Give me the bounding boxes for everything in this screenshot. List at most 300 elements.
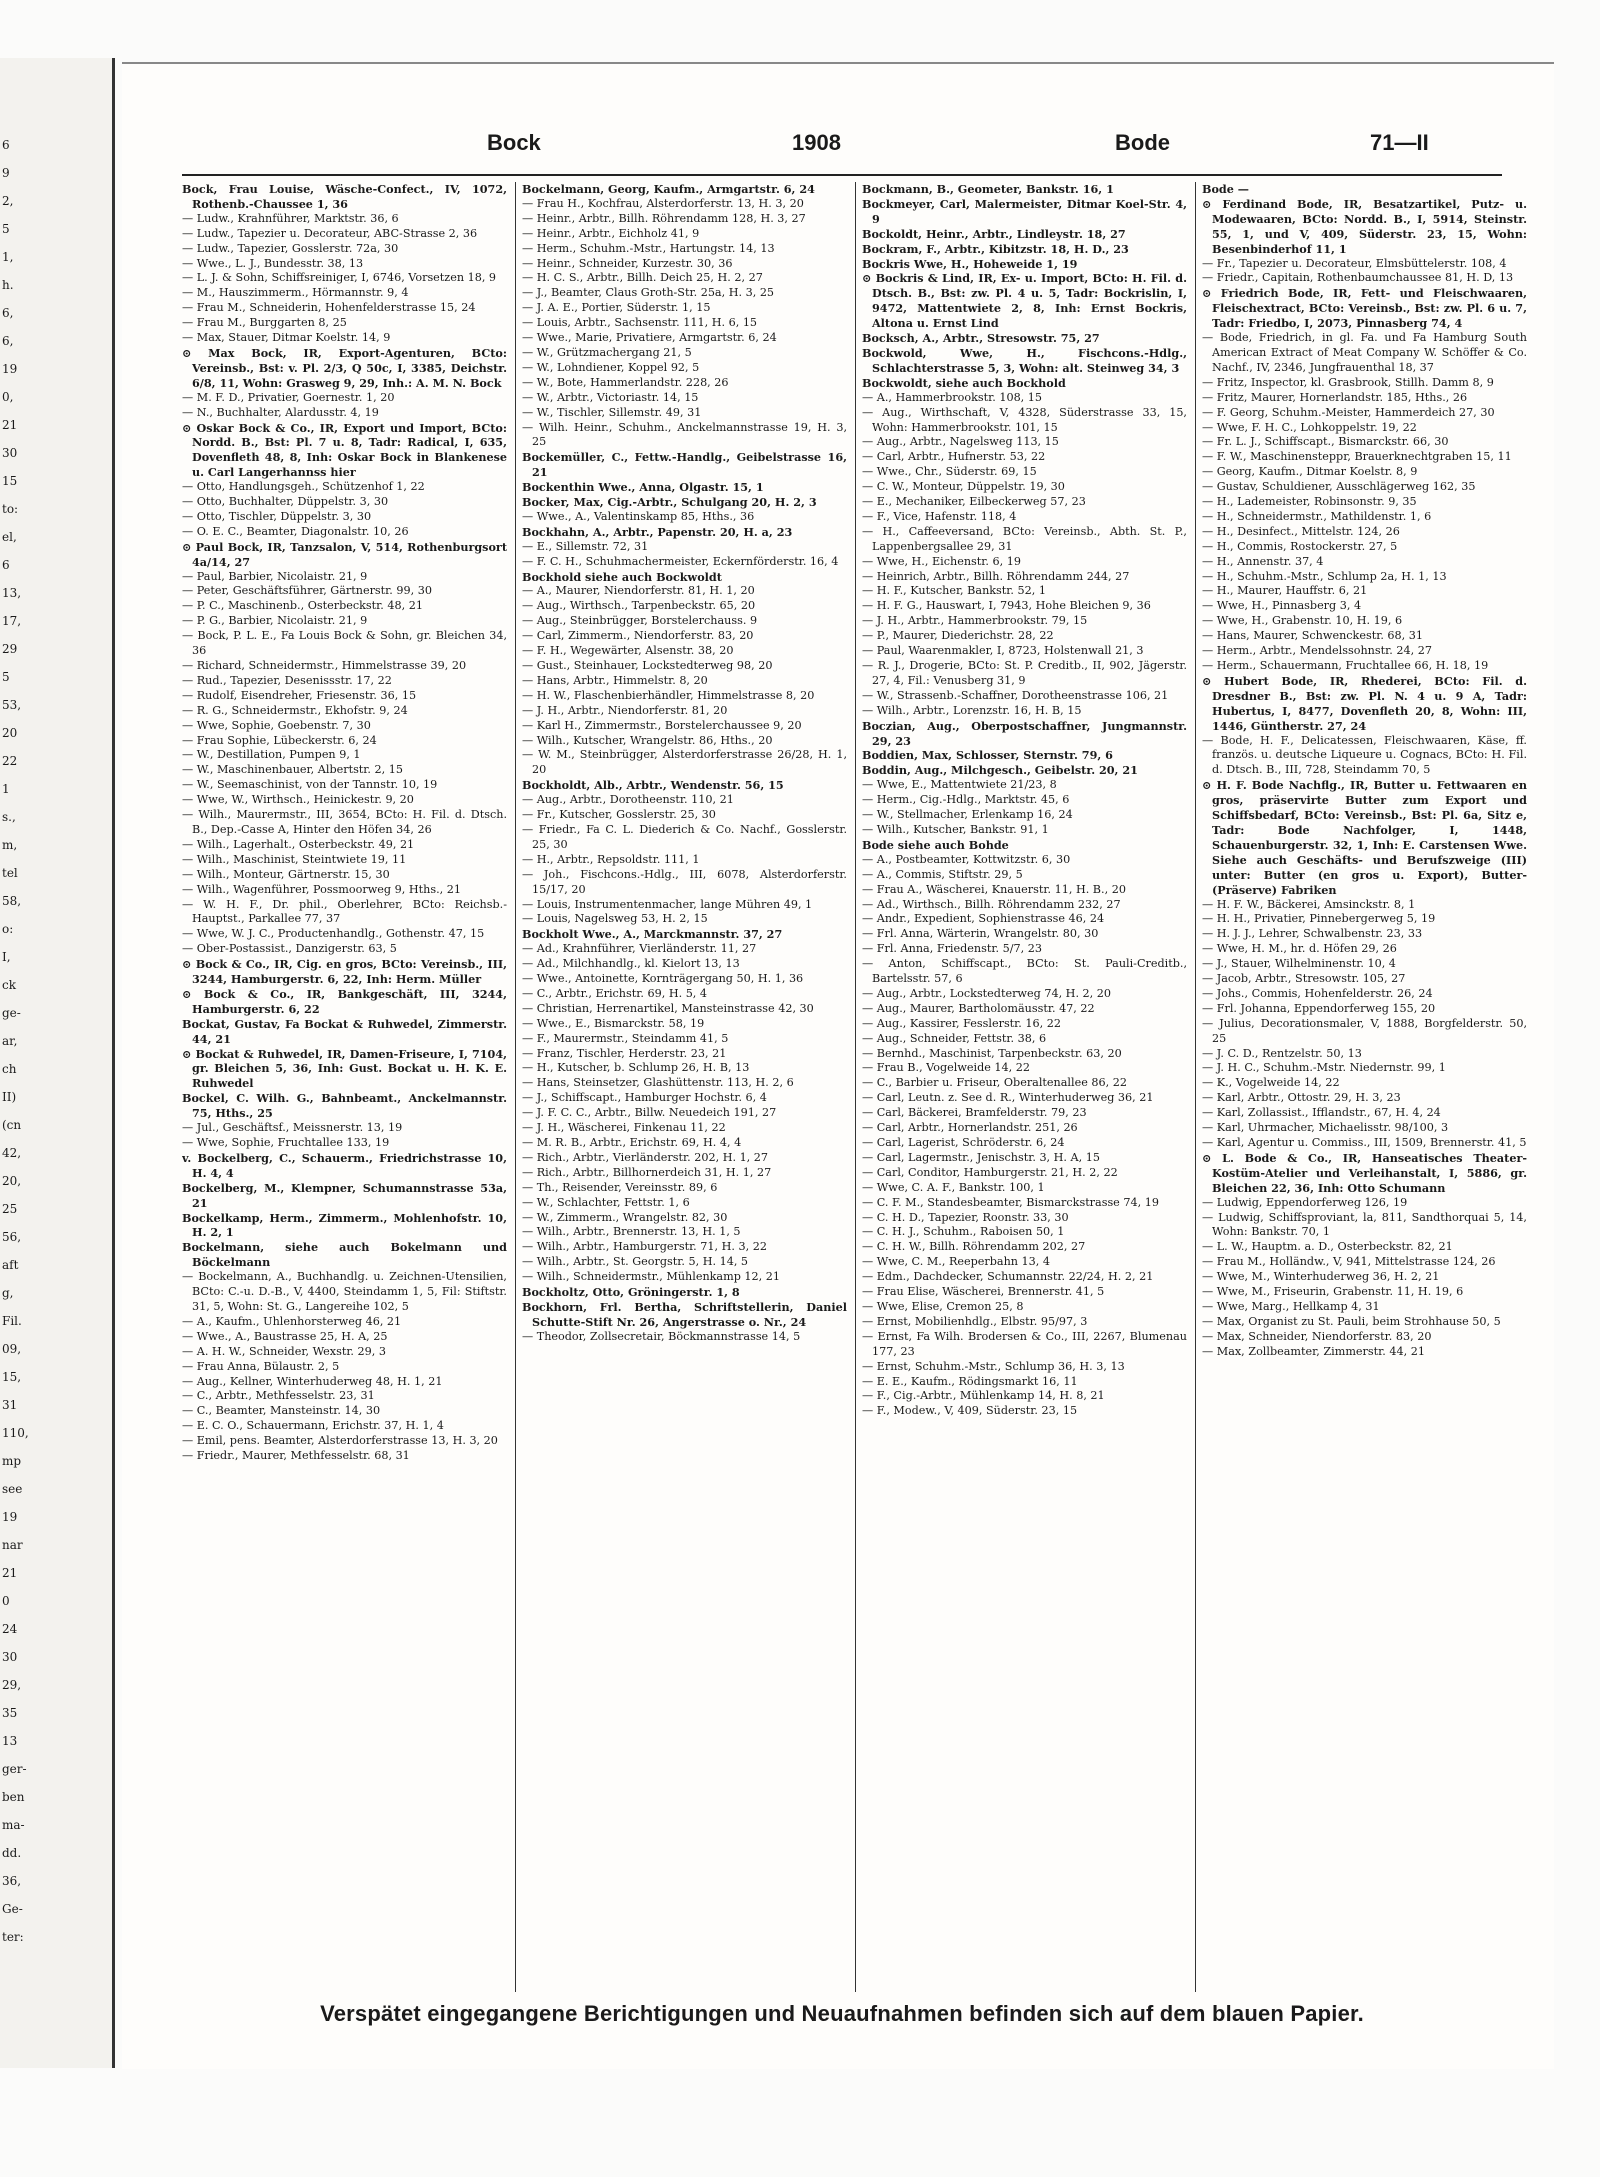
directory-entry: — W., Maschinenbauer, Albertstr. 2, 15 — [182, 763, 404, 777]
margin-fragment: s., — [2, 810, 16, 824]
margin-fragment: 56, — [2, 1230, 22, 1244]
margin-fragment: 5 — [2, 222, 10, 236]
directory-entry: — W., Lohndiener, Koppel 92, 5 — [522, 360, 700, 374]
margin-fragment: tel — [2, 866, 18, 880]
margin-fragment: 30 — [2, 446, 18, 460]
directory-entry: — W., Stellmacher, Erlenkamp 16, 24 — [862, 808, 1073, 822]
margin-fragment: 21 — [2, 1566, 18, 1580]
directory-entry: — A., Commis, Stiftstr. 29, 5 — [862, 867, 1023, 881]
margin-fragment: g, — [2, 1286, 14, 1300]
directory-entry: — Herm., Schauermann, Fruchtallee 66, H. 18, 19 — [1202, 659, 1489, 672]
directory-entry: Bock, Frau Louise, Wäsche-Confect., IV, 1072, Rothenb.-Chaussee 1, 36 — [182, 182, 507, 211]
directory-entry: — E. C. O., Schauermann, Erichstr. 37, H. 1, 4 — [182, 1419, 444, 1433]
directory-entry: — C. F. M., Standesbeamter, Bismarckstrasse 74, 19 — [862, 1195, 1159, 1209]
margin-fragment: dd. — [2, 1846, 22, 1860]
directory-entry: — Herm., Arbtr., Mendelssohnstr. 24, 27 — [1202, 644, 1432, 658]
directory-entry: — P., Maurer, Diederichstr. 28, 22 — [862, 629, 1054, 643]
directory-entry: — Peter, Geschäftsführer, Gärtnerstr. 99, 30 — [182, 584, 432, 598]
directory-entry: — Max, Stauer, Ditmar Koelstr. 14, 9 — [182, 331, 391, 345]
directory-entry: — Aug., Arbtr., Nagelsweg 113, 15 — [862, 435, 1059, 449]
directory-entry: — Bernhd., Maschinist, Tarpenbeckstr. 63, 20 — [862, 1046, 1122, 1060]
margin-fragment: mp — [2, 1454, 22, 1468]
directory-entry: — W., Bote, Hammerlandstr. 228, 26 — [522, 375, 729, 389]
directory-entry: — Ludw., Tapezier, Gosslerstr. 72a, 30 — [182, 241, 399, 255]
margin-fragment: see — [2, 1482, 23, 1496]
directory-entry: Bockhahn, A., Arbtr., Papenstr. 20, H. a, 23 — [522, 524, 793, 539]
directory-entry: — W. M., Steinbrügger, Alsterdorferstrasse 26/28, H. 1, 20 — [522, 748, 847, 777]
directory-entry: — Carl, Zimmerm., Niendorferstr. 83, 20 — [522, 629, 754, 643]
directory-entry: — F., Maurermstr., Steindamm 41, 5 — [522, 1031, 729, 1045]
directory-entry: — Friedr., Capitain, Rothenbaumchaussee 81, H. D, 13 — [1202, 271, 1514, 285]
directory-entry: — Wilh., Kutscher, Bankstr. 91, 1 — [862, 822, 1049, 836]
directory-entry: — Karl H., Zimmermstr., Borstelerchaussee 9, 20 — [522, 718, 802, 732]
directory-entry: — Aug., Kassirer, Fesslerstr. 16, 22 — [862, 1016, 1061, 1030]
directory-entry: — Otto, Tischler, Düppelstr. 3, 30 — [182, 509, 372, 523]
directory-entry: ⊙ Ferdinand Bode, IR, Besatzartikel, Putz- u. Modewaaren, BCto: Nordd. B., I, 5914, Steinstr. 55, 1, und V, 409, Süderstr. 23, 15, Wohn: Besenbinderhof 11, 1 — [1202, 196, 1527, 256]
directory-entry: Bockelmann, Georg, Kaufm., Armgartstr. 6, 24 — [522, 182, 815, 196]
directory-entry: — Ober-Postassist., Danzigerstr. 63, 5 — [182, 942, 397, 956]
margin-fragment: 0, — [2, 390, 14, 404]
directory-entry: — J., Schiffscapt., Hamburger Hochstr. 6, 4 — [522, 1091, 767, 1105]
directory-entry: — Rich., Arbtr., Vierländerstr. 202, H. 1, 27 — [522, 1150, 769, 1164]
directory-entry: — W. H. F., Dr. phil., Oberlehrer, BCto: Reichsb.-Hauptst., Parkallee 77, 37 — [182, 897, 507, 926]
directory-entry: — W., Seemaschinist, von der Tannstr. 10, 19 — [182, 778, 438, 792]
directory-entry: — F. W., Maschinensteppr, Brauerknechtgraben 15, 11 — [1202, 450, 1512, 464]
directory-entry: — Richard, Schneidermstr., Himmelstrasse 39, 20 — [182, 659, 467, 672]
directory-entry: — Aug., Schneider, Fettstr. 38, 6 — [862, 1031, 1047, 1045]
directory-entry: — Frau H., Kochfrau, Alsterdorferstr. 13, H. 3, 20 — [522, 196, 804, 210]
directory-entry: — H. F. G., Hauswart, I, 7943, Hohe Bleichen 9, 36 — [862, 599, 1151, 613]
directory-entry: — L. J. & Sohn, Schiffsreiniger, I, 6746, Vorsetzen 18, 9 — [182, 271, 497, 285]
directory-entry: — J. A. E., Portier, Süderstr. 1, 15 — [522, 301, 711, 315]
margin-fragment: 21 — [2, 418, 18, 432]
directory-entry: — H., Schneidermstr., Mathildenstr. 1, 6 — [1202, 509, 1432, 523]
directory-entry: — W., Grützmachergang 21, 5 — [522, 345, 692, 359]
directory-entry: — M., Hauszimmerm., Hörmannstr. 9, 4 — [182, 286, 409, 300]
margin-fragment: 9 — [2, 166, 10, 180]
directory-entry: — Jacob, Arbtr., Stresowstr. 105, 27 — [1202, 972, 1406, 986]
directory-entry: — Christian, Herrenartikel, Mansteinstrasse 42, 30 — [522, 1001, 814, 1015]
directory-entry: — Wwe, C. M., Reeperbahn 13, 4 — [862, 1255, 1051, 1269]
directory-entry: — L. W., Hauptm. a. D., Osterbeckstr. 82, 21 — [1202, 1240, 1453, 1254]
directory-entry: — A., Kaufm., Uhlenhorsterweg 46, 21 — [182, 1314, 402, 1328]
directory-entry: — Fr., Tapezier u. Decorateur, Elmsbüttelerstr. 108, 4 — [1202, 256, 1507, 270]
directory-entry: ⊙ Friedrich Bode, IR, Fett- und Fleischwaaren, Fleischextract, BCto: Vereinsb., Bst: zw. Pl. 6 u. 7, Tadr: Friedbo, I, 2073, Pinnasberg 74, 4 — [1202, 286, 1527, 331]
directory-entry: — Wilh., Arbtr., St. Georgstr. 5, H. 14, 5 — [522, 1255, 749, 1269]
directory-entry: — Wwe, W. J. C., Productenhandlg., Gothenstr. 47, 15 — [182, 927, 485, 941]
directory-entry: — Carl, Leutn. z. See d. R., Winterhuderweg 36, 21 — [862, 1091, 1154, 1105]
directory-entry: — F., Modew., V, 409, Süderstr. 23, 15 — [862, 1404, 1078, 1418]
directory-entry: ⊙ Hubert Bode, IR, Rhederei, BCto: Fil. d. Dresdner B., Bst: zw. Pl. N. 4 u. 9 A, Tadr: Hubertus, I, 8477, Dovenfleth 20, 8, Wohn: III, 1446, Güntherstr. 27, 24 — [1202, 673, 1527, 733]
margin-fragment: 35 — [2, 1706, 18, 1720]
directory-entry: — A. H. W., Schneider, Wexstr. 29, 3 — [182, 1344, 387, 1358]
directory-entry: — Karl, Agentur u. Commiss., III, 1509, Brennerstr. 41, 5 — [1202, 1136, 1527, 1149]
directory-entry: — H. H., Privatier, Pinnebergerweg 5, 19 — [1202, 912, 1436, 926]
margin-fragment: ch — [2, 1062, 17, 1076]
directory-entry: — F. C. H., Schuhmachermeister, Eckernförderstr. 16, 4 — [522, 554, 839, 568]
column-2 — [522, 182, 847, 1982]
margin-fragment: 5 — [2, 670, 10, 684]
directory-entry: — Ad., Milchhandlg., kl. Kielort 13, 13 — [522, 957, 740, 971]
directory-entry: — Aug., Kellner, Winterhuderweg 48, H. 1, 21 — [182, 1374, 443, 1388]
directory-entry: Bockmann, B., Geometer, Bankstr. 16, 1 — [862, 182, 1114, 196]
directory-entry: — Wwe., Antoinette, Kornträgergang 50, H. 1, 36 — [522, 972, 804, 986]
column-3 — [862, 182, 1187, 1982]
directory-entry: Bocksch, A., Arbtr., Stresowstr. 75, 27 — [862, 331, 1100, 346]
directory-entry: — Ludwig, Eppendorferweg 126, 19 — [1202, 1195, 1408, 1209]
directory-entry: — Fritz, Maurer, Hornerlandstr. 185, Hths., 26 — [1202, 390, 1468, 404]
directory-entry: — J., Beamter, Claus Groth-Str. 25a, H. 3, 25 — [522, 286, 775, 300]
directory-entry: — W., Zimmerm., Wrangelstr. 82, 30 — [522, 1210, 728, 1224]
directory-entry: — Karl, Arbtr., Ottostr. 29, H. 3, 23 — [1202, 1091, 1401, 1105]
directory-entry: — Wwe, H. M., hr. d. Höfen 29, 26 — [1202, 942, 1397, 956]
directory-entry: — Louis, Arbtr., Sachsenstr. 111, H. 6, 15 — [522, 316, 758, 330]
directory-entry: — Julius, Decorationsmaler, V, 1888, Borgfelderstr. 50, 25 — [1202, 1016, 1527, 1045]
directory-entry: ⊙ Bockris & Lind, IR, Ex- u. Import, BCto: H. Fil. d. Dtsch. B., Bst: zw. Pl. 4 u. 5, Tadr: Bockrislin, I, 9472, Mattentwiete 2, 8, Inh: Ernst Bockris, Altona u. Ernst Lind — [862, 271, 1187, 331]
directory-entry: — Andr., Expedient, Sophienstrasse 46, 24 — [862, 912, 1105, 926]
directory-entry: Bockenthin Wwe., Anna, Olgastr. 15, 1 — [522, 480, 764, 495]
directory-entry: — H. F., Kutscher, Bankstr. 52, 1 — [862, 584, 1046, 598]
directory-entry: — Wilh., Lagerhalt., Osterbeckstr. 49, 21 — [182, 837, 415, 851]
directory-entry: — Aug., Steinbrügger, Borstelerchauss. 9 — [522, 614, 758, 628]
directory-entry: Bockhold siehe auch Bockwoldt — [522, 569, 722, 584]
directory-entry: — Karl, Uhrmacher, Michaelisstr. 98/100, 3 — [1202, 1121, 1449, 1135]
directory-entry: — W., Destillation, Pumpen 9, 1 — [182, 748, 361, 762]
directory-entry: — Bode, H. F., Delicatessen, Fleischwaaren, Käse, ff. französ. u. deutsche Liqueure u. Cognacs, BCto: H. Fil. d. Dtsch. B., III, 728, Steindamm 70, 5 — [1202, 733, 1527, 777]
margin-fragment: ter: — [2, 1930, 24, 1944]
directory-entry: — Frl. Anna, Friedenstr. 5/7, 23 — [862, 942, 1042, 956]
margin-fragment: ar, — [2, 1034, 18, 1048]
directory-entry: — Wwe, Elise, Cremon 25, 8 — [862, 1299, 1024, 1313]
directory-entry: — Ad., Wirthsch., Billh. Röhrendamm 232, 27 — [862, 897, 1121, 911]
directory-entry: — Otto, Handlungsgeh., Schützenhof 1, 22 — [182, 480, 425, 494]
directory-entry: — Ernst, Mobilienhdlg., Elbstr. 95/97, 3 — [862, 1314, 1088, 1328]
directory-entry: — Heinr., Arbtr., Billh. Röhrendamm 128, H. 3, 27 — [522, 211, 806, 225]
directory-entry: ⊙ Max Bock, IR, Export-Agenturen, BCto: Vereinsb., Bst: v. Pl. 2/3, Q 50c, I, 3385, Deichstr. 6/8, 11, Wohn: Grasweg 9, 29, Inh.: A. M. N. Bock — [182, 345, 507, 390]
directory-entry: — Hans, Steinsetzer, Glashüttenstr. 113, H. 2, 6 — [522, 1076, 794, 1090]
directory-entry: — Franz, Tischler, Herderstr. 23, 21 — [522, 1046, 727, 1060]
margin-fragment: 25 — [2, 1202, 18, 1216]
directory-entry: — H., Annenstr. 37, 4 — [1202, 554, 1324, 568]
directory-entry: — H., Arbtr., Repsoldstr. 111, 1 — [522, 852, 700, 866]
directory-entry: — Wwe, M., Friseurin, Grabenstr. 11, H. 19, 6 — [1202, 1285, 1464, 1299]
margin-fragment: el, — [2, 530, 17, 544]
directory-entry: — Johs., Commis, Hohenfelderstr. 26, 24 — [1202, 986, 1433, 1000]
directory-entry: — Frau M., Burggarten 8, 25 — [182, 316, 347, 330]
directory-entry: — Aug., Maurer, Bartholomäusstr. 47, 22 — [862, 1001, 1095, 1015]
directory-entry: — Aug., Wirthschaft, V, 4328, Süderstrasse 33, 15, Wohn: Hammerbrookstr. 101, 15 — [862, 405, 1187, 434]
margin-fragment: 6 — [2, 138, 10, 152]
directory-entry: — J. C. D., Rentzelstr. 50, 13 — [1202, 1046, 1362, 1060]
directory-entry: — Herm., Schuhm.-Mstr., Hartungstr. 14, 13 — [522, 241, 775, 255]
margin-fragment: to: — [2, 502, 19, 516]
directory-entry: — Herm., Cig.-Hdlg., Marktstr. 45, 6 — [862, 793, 1070, 807]
directory-entry: Bockoldt, Heinr., Arbtr., Lindleystr. 18, 27 — [862, 226, 1126, 241]
directory-entry: — J. H. C., Schuhm.-Mstr. Niedernstr. 99, 1 — [1202, 1061, 1446, 1075]
column-divider — [1195, 182, 1196, 1992]
directory-entry: — F. Georg, Schuhm.-Meister, Hammerdeich 27, 30 — [1202, 405, 1495, 419]
directory-entry: — Georg, Kaufm., Ditmar Koelstr. 8, 9 — [1202, 465, 1418, 479]
directory-entry: — Wilh., Wagenführer, Possmoorweg 9, Hths., 21 — [182, 882, 461, 896]
directory-page — [122, 62, 1554, 2069]
adjacent-page-edge — [0, 58, 115, 2068]
directory-entry: Bockwold, Wwe, H., Fischcons.-Hdlg., Schlachterstrasse 5, 3, Wohn: alt. Steinweg 34, 3 — [862, 345, 1187, 375]
column-divider — [515, 182, 516, 1992]
directory-entry: — Wilh., Maurermstr., III, 3654, BCto: H. Fil. d. Dtsch. B., Dep.-Casse A, Hinter den Höfen 34, 26 — [182, 808, 507, 836]
directory-entry: — Frau A., Wäscherei, Knauerstr. 11, H. B., 20 — [862, 882, 1126, 896]
directory-entry: — Ludwig, Schiffsproviant, la, 811, Sandthorquai 5, 14, Wohn: Bankstr. 70, 1 — [1202, 1210, 1527, 1239]
margin-fragment: 36, — [2, 1874, 22, 1888]
directory-entry: Bockelmann, siehe auch Bokelmann und Böckelmann — [182, 1240, 507, 1270]
directory-entry: Bockemüller, C., Fettw.-Handlg., Geibelstrasse 16, 21 — [522, 450, 847, 480]
directory-entry: — Ludw., Krahnführer, Marktstr. 36, 6 — [182, 211, 399, 225]
margin-fragment: 19 — [2, 362, 18, 376]
directory-entry: — Wilh., Maschinist, Steintwiete 19, 11 — [182, 852, 407, 866]
directory-entry: — Paul, Waarenmakler, I, 8723, Holstenwall 21, 3 — [862, 644, 1144, 658]
directory-entry: — R. J., Drogerie, BCto: St. P. Creditb., II, 902, Jägerstr. 27, 4, Fil.: Venusberg 31, 9 — [862, 659, 1187, 687]
margin-fragment: 58, — [2, 894, 22, 908]
directory-entry: — Gustav, Schuldiener, Ausschlägerweg 162, 35 — [1202, 480, 1476, 494]
directory-entry: — Carl, Bäckerei, Bramfelderstr. 79, 23 — [862, 1106, 1087, 1120]
directory-entry: — N., Buchhalter, Alardusstr. 4, 19 — [182, 405, 379, 419]
margin-fragment: ge- — [2, 1006, 21, 1020]
directory-entry: Bode siehe auch Bohde — [862, 837, 1009, 852]
directory-entry: — J. H., Arbtr., Niendorferstr. 81, 20 — [522, 703, 728, 717]
directory-entry: Bockholdt, Alb., Arbtr., Wendenstr. 56, 15 — [522, 778, 784, 793]
directory-entry: — Wwe, H., Eichenstr. 6, 19 — [862, 554, 1021, 568]
directory-entry: — Th., Reisender, Vereinsstr. 89, 6 — [522, 1180, 718, 1194]
header-right-keyword: Bode — [1115, 130, 1170, 155]
directory-entry: — F. H., Wegewärter, Alsenstr. 38, 20 — [522, 644, 734, 658]
directory-entry: — C. H. D., Tapezier, Roonstr. 33, 30 — [862, 1210, 1069, 1224]
margin-fragment: 15 — [2, 474, 18, 488]
directory-entry: Bockel, C. Wilh. G., Bahnbeamt., Anckelmannstr. 75, Hths., 25 — [182, 1091, 507, 1121]
margin-fragment: 6 — [2, 558, 10, 572]
directory-entry: — Wwe, C. A. F., Bankstr. 100, 1 — [862, 1180, 1045, 1194]
directory-entry: — Rich., Arbtr., Billhornerdeich 31, H. 1, 27 — [522, 1165, 772, 1179]
directory-entry: ⊙ Bock & Co., IR, Bankgeschäft, III, 3244, Hamburgerstr. 6, 22 — [182, 986, 507, 1016]
directory-entry: — Wwe, Sophie, Fruchtallee 133, 19 — [182, 1136, 390, 1149]
margin-fragment: aft — [2, 1258, 19, 1272]
directory-entry: — O. E. C., Beamter, Diagonalstr. 10, 26 — [182, 524, 409, 538]
directory-entry: Boddin, Aug., Milchgesch., Geibelstr. 20, 21 — [862, 763, 1138, 778]
directory-entry: — Wilh., Kutscher, Wrangelstr. 86, Hths., 20 — [522, 733, 773, 747]
directory-entry: — J. H., Wäscherei, Finkenau 11, 22 — [522, 1121, 726, 1135]
directory-entry: — Wilh., Arbtr., Brennerstr. 13, H. 1, 5 — [522, 1225, 741, 1239]
directory-entry: — Max, Organist zu St. Pauli, beim Strohhause 50, 5 — [1202, 1314, 1501, 1328]
directory-entry: — H. F. W., Bäckerei, Amsinckstr. 8, 1 — [1202, 897, 1416, 911]
directory-entry: — Frl. Anna, Wärterin, Wrangelstr. 80, 30 — [862, 927, 1099, 941]
directory-entry: ⊙ Oskar Bock & Co., IR, Export und Import, BCto: Nordd. B., Bst: Pl. 7 u. 8, Tadr: Radical, I, 635, Dovenfleth 48, 8, Inh: Oskar Bock in Blankenese u. Carl Langerhannss hier — [182, 420, 507, 480]
margin-fragment: II) — [2, 1090, 17, 1104]
directory-entry: — Ernst, Schuhm.-Mstr., Schlump 36, H. 3, 13 — [862, 1359, 1125, 1373]
directory-entry: — Frau Sophie, Lübeckerstr. 6, 24 — [182, 733, 377, 747]
directory-entry: — C., Arbtr., Erichstr. 69, H. 5, 4 — [522, 986, 708, 1000]
directory-entry: — Wwe, H., Pinnasberg 3, 4 — [1202, 599, 1362, 613]
directory-entry: — Edm., Dachdecker, Schumannstr. 22/24, H. 2, 21 — [862, 1270, 1154, 1284]
directory-entry: — A., Hammerbrookstr. 108, 15 — [862, 390, 1043, 404]
directory-entry: Bockholt Wwe., A., Marckmannstr. 37, 27 — [522, 927, 783, 942]
directory-entry: — Fr., Kutscher, Gosslerstr. 25, 30 — [522, 808, 716, 822]
directory-entry: — Aug., Wirthsch., Tarpenbeckstr. 65, 20 — [522, 599, 756, 613]
margin-fragment: m, — [2, 838, 18, 852]
directory-entry: — Wilh., Arbtr., Hamburgerstr. 71, H. 3, 22 — [522, 1240, 767, 1254]
margin-fragment: 30 — [2, 1650, 18, 1664]
margin-fragment: 22 — [2, 754, 18, 768]
directory-entry: — Louis, Instrumentenmacher, lange Mühren 49, 1 — [522, 897, 813, 911]
directory-entry: — Rud., Tapezier, Desenissstr. 17, 22 — [182, 673, 392, 687]
directory-entry: — E. E., Kaufm., Rödingsmarkt 16, 11 — [862, 1374, 1078, 1388]
directory-entry: ⊙ H. F. Bode Nachflg., IR, Butter u. Fettwaaren en gros, präservirte Butter zum Export und Schiffsbedarf, BCto: Vereinsb., Bst: Pl. 6a, Sitz e, Tadr: Bode Nachfolger, I, 1448, Schauenburgerstr. 32, 1, Inh: E. Carstensen Wwe. Siehe auch Geschäfts- und Berufszweige (III) unter: Butter (en gros u. Export), Butter- (Präserve) Fabriken — [1202, 778, 1527, 897]
directory-entry: — Ad., Krahnführer, Vierländerstr. 11, 27 — [522, 942, 757, 956]
directory-entry: Bockmeyer, Carl, Malermeister, Ditmar Koel-Str. 4, 9 — [862, 196, 1187, 226]
directory-entry: — Max, Schneider, Niendorferstr. 83, 20 — [1202, 1329, 1432, 1343]
margin-fragment: nar — [2, 1538, 23, 1552]
directory-entry: — Wwe, F. H. C., Lohkoppelstr. 19, 22 — [1202, 420, 1417, 434]
margin-fragment: 19 — [2, 1510, 18, 1524]
directory-entry: — Theodor, Zollsecretair, Böckmannstrasse 14, 5 — [522, 1329, 801, 1343]
directory-entry: — Wwe., A., Valentinskamp 85, Hths., 36 — [522, 509, 755, 523]
directory-entry: — A., Maurer, Niendorferstr. 81, H. 1, 20 — [522, 584, 755, 598]
directory-entry: Boczian, Aug., Oberpostschaffner, Jungmannstr. 29, 23 — [862, 718, 1187, 748]
directory-entry: — Paul, Barbier, Nicolaistr. 21, 9 — [182, 569, 368, 583]
margin-fragment: 24 — [2, 1622, 18, 1636]
directory-entry: — C., Arbtr., Methfesselstr. 23, 31 — [182, 1389, 375, 1403]
directory-entry: — Wwe., L. J., Bundesstr. 38, 13 — [182, 256, 364, 270]
directory-entry: ⊙ Paul Bock, IR, Tanzsalon, V, 514, Rothenburgsort 4a/14, 27 — [182, 539, 507, 569]
directory-entry: — Frl. Johanna, Eppendorferweg 155, 20 — [1202, 1001, 1436, 1015]
directory-entry: — Rudolf, Eisendreher, Friesenstr. 36, 15 — [182, 688, 417, 702]
directory-entry: v. Bockelberg, C., Schauerm., Friedrichstrasse 10, H. 4, 4 — [182, 1150, 507, 1180]
directory-entry: — Fr. L. J., Schiffscapt., Bismarckstr. 66, 30 — [1202, 435, 1449, 449]
directory-entry: — M. F. D., Privatier, Goernestr. 1, 20 — [182, 390, 395, 404]
directory-entry: — Frau Elise, Wäscherei, Brennerstr. 41, 5 — [862, 1285, 1105, 1299]
directory-entry: — H., Desinfect., Mittelstr. 124, 26 — [1202, 524, 1400, 538]
directory-entry: — F., Cig.-Arbtr., Mühlenkamp 14, H. 8, 21 — [862, 1389, 1105, 1403]
directory-entry: — Ernst, Fa Wilh. Brodersen & Co., III, 2267, Blumenau 177, 23 — [862, 1329, 1187, 1358]
directory-entry: — Wwe, W., Wirthsch., Heinickestr. 9, 20 — [182, 793, 414, 807]
directory-entry: — E., Mechaniker, Eilbeckerweg 57, 23 — [862, 495, 1086, 509]
footer-notice: Verspätet eingegangene Berichtigungen und Neuaufnahmen befinden sich auf dem blauen Papier. — [320, 2001, 1364, 2026]
directory-entry: — A., Postbeamter, Kottwitzstr. 6, 30 — [862, 852, 1071, 866]
directory-entry: — Carl, Arbtr., Hornerlandstr. 251, 26 — [862, 1121, 1078, 1135]
directory-entry: — Friedr., Maurer, Methfesselstr. 68, 31 — [182, 1449, 410, 1463]
directory-entry: — H. J. J., Lehrer, Schwalbenstr. 23, 33 — [1202, 927, 1423, 941]
directory-entry: — M. R. B., Arbtr., Erichstr. 69, H. 4, 4 — [522, 1136, 742, 1149]
directory-entry: — Carl, Arbtr., Hufnerstr. 53, 22 — [862, 450, 1046, 464]
directory-entry: ⊙ Bockat & Ruhwedel, IR, Damen-Friseure, I, 7104, gr. Bleichen 5, 36, Inh: Gust. Bockat u. H. K. E. Ruhwedel — [182, 1046, 507, 1091]
margin-fragment: ma- — [2, 1818, 25, 1832]
page-header — [122, 130, 1554, 170]
margin-fragment: 6, — [2, 334, 14, 348]
directory-entry: — Wwe, Sophie, Goebenstr. 7, 30 — [182, 718, 371, 732]
directory-entry: — Emil, pens. Beamter, Alsterdorferstrasse 13, H. 3, 20 — [182, 1434, 498, 1448]
directory-entry: — P. C., Maschinenb., Osterbeckstr. 48, 21 — [182, 599, 423, 613]
directory-entry: — Max, Zollbeamter, Zimmerstr. 44, 21 — [1202, 1344, 1425, 1358]
margin-fragment: 53, — [2, 698, 22, 712]
directory-entry: — H., Lademeister, Robinsonstr. 9, 35 — [1202, 495, 1417, 509]
margin-fragment: o: — [2, 922, 14, 936]
margin-fragment: 15, — [2, 1370, 22, 1384]
directory-entry: — Wwe., A., Baustrasse 25, H. A, 25 — [182, 1329, 388, 1343]
directory-entry: — Karl, Zollassist., Ifflandstr., 67, H. 4, 24 — [1202, 1106, 1441, 1120]
margin-fragment: 20, — [2, 1174, 22, 1188]
directory-entry: — C., Beamter, Mansteinstr. 14, 30 — [182, 1404, 381, 1418]
margin-fragment: I, — [2, 950, 11, 964]
directory-entry: Bode — — [1202, 182, 1249, 196]
directory-entry: — Carl, Lagerist, Schröderstr. 6, 24 — [862, 1136, 1065, 1149]
directory-entry: ⊙ L. Bode & Co., IR, Hanseatisches Theater-Kostüm-Atelier und Verleihanstalt, I, 5886, gr. Bleichen 22, 36, Inh: Otto Schumann — [1202, 1150, 1527, 1195]
margin-fragment: 1, — [2, 250, 14, 264]
margin-fragment: 1 — [2, 782, 10, 796]
margin-fragment: 2, — [2, 194, 14, 208]
margin-fragment: 17, — [2, 614, 22, 628]
directory-entry: — Heinr., Schneider, Kurzestr. 30, 36 — [522, 256, 733, 270]
directory-entry: — Bock, P. L. E., Fa Louis Bock & Sohn, gr. Bleichen 34, 36 — [182, 629, 507, 658]
directory-entry: Boddien, Max, Schlosser, Sternstr. 79, 6 — [862, 748, 1113, 763]
header-year: 1908 — [792, 130, 841, 155]
directory-entry: — Jul., Geschäftsf., Meissnerstr. 13, 19 — [182, 1121, 403, 1135]
margin-fragment: 13 — [2, 1734, 18, 1748]
directory-entry: — Carl, Conditor, Hamburgerstr. 21, H. 2, 22 — [862, 1165, 1118, 1179]
margin-fragment: 6, — [2, 306, 14, 320]
directory-entry: Bockram, F., Arbtr., Kibitzstr. 18, H. D., 23 — [862, 241, 1129, 256]
directory-entry: — F., Vice, Hafenstr. 118, 4 — [862, 509, 1017, 523]
directory-entry: — Fritz, Inspector, kl. Grasbrook, Stillh. Damm 8, 9 — [1202, 375, 1494, 389]
margin-fragment: 0 — [2, 1594, 10, 1608]
directory-entry: — Ludw., Tapezier u. Decorateur, ABC-Strasse 2, 36 — [182, 226, 478, 240]
directory-entry: — H. C. S., Arbtr., Billh. Deich 25, H. 2, 27 — [522, 271, 763, 285]
column-divider — [855, 182, 856, 1992]
directory-entry: — Aug., Arbtr., Dorotheenstr. 110, 21 — [522, 793, 734, 807]
directory-entry: — Frau M., Schneiderin, Hohenfelderstrasse 15, 24 — [182, 301, 476, 315]
directory-entry: Bockhorn, Frl. Bertha, Schriftstellerin, Daniel Schutte-Stift Nr. 26, Angerstrasse o. Nr., 24 — [522, 1299, 847, 1329]
directory-entry: — Joh., Fischcons.-Hdlg., III, 6078, Alsterdorferstr. 15/17, 20 — [522, 867, 847, 896]
directory-entry: — Frau B., Vogelweide 14, 22 — [862, 1061, 1031, 1075]
margin-fragment: 29, — [2, 1678, 22, 1692]
directory-entry: — Wilh., Monteur, Gärtnerstr. 15, 30 — [182, 867, 390, 881]
margin-fragment: 110, — [2, 1426, 29, 1440]
margin-fragment: Fil. — [2, 1314, 22, 1328]
directory-entry: — Frau M., Holländw., V, 941, Mittelstrasse 124, 26 — [1202, 1255, 1496, 1269]
column-4 — [1202, 182, 1527, 1982]
directory-entry: — W., Tischler, Sillemstr. 49, 31 — [522, 405, 702, 419]
directory-entry: — H., Schuhm.-Mstr., Schlump 2a, H. 1, 13 — [1202, 569, 1447, 583]
directory-entry: — C. W., Monteur, Düppelstr. 19, 30 — [862, 480, 1065, 494]
directory-entry: — Carl, Lagermstr., Jenischstr. 3, H. A, 15 — [862, 1150, 1100, 1164]
directory-entry: — Friedr., Fa C. L. Diederich & Co. Nachf., Gosslerstr. 25, 30 — [522, 822, 847, 851]
directory-entry: — Wwe, H., Grabenstr. 10, H. 19, 6 — [1202, 614, 1403, 628]
directory-entry: Bockelkamp, Herm., Zimmerm., Mohlenhofstr. 10, H. 2, 1 — [182, 1210, 507, 1240]
directory-entry: — Bockelmann, A., Buchhandlg. u. Zeichnen-Utensilien, BCto: C.-u. D.-B., V, 4400, Steindamm 1, 5, Fil: Stiftstr. 31, 5, Wohn: St. G., Langereihe 102, 5 — [182, 1270, 507, 1313]
directory-entry: — Wwe., E., Bismarckstr. 58, 19 — [522, 1016, 705, 1030]
margin-fragment: 31 — [2, 1398, 18, 1412]
directory-entry: — Bode, Friedrich, in gl. Fa. und Fa Hamburg South American Extract of Meat Company W. Schöffer & Co. Nachf., IV, 2346, Jungfrauenthal 18, 37 — [1202, 331, 1527, 374]
directory-entry: — Wwe, Marg., Hellkamp 4, 31 — [1202, 1299, 1380, 1313]
header-left-keyword: Bock — [487, 130, 541, 155]
directory-entry: — Wwe, E., Mattentwiete 21/23, 8 — [862, 778, 1057, 792]
directory-entry: — Hans, Arbtr., Himmelstr. 8, 20 — [522, 673, 708, 687]
header-rule — [182, 174, 1502, 176]
page-number: 71—II — [1370, 130, 1429, 155]
directory-entry: Bockat, Gustav, Fa Bockat & Ruhwedel, Zimmerstr. 44, 21 — [182, 1016, 507, 1046]
directory-entry: — J., Stauer, Wilhelminenstr. 10, 4 — [1202, 957, 1396, 971]
directory-entry: — H., Kutscher, b. Schlump 26, H. B, 13 — [522, 1061, 750, 1075]
directory-entry: — H., Maurer, Hauffstr. 6, 21 — [1202, 584, 1368, 598]
margin-fragment: ck — [2, 978, 16, 992]
directory-entry: — H. W., Flaschenbierhändler, Himmelstrasse 8, 20 — [522, 688, 815, 702]
margin-fragment: ben — [2, 1790, 25, 1804]
